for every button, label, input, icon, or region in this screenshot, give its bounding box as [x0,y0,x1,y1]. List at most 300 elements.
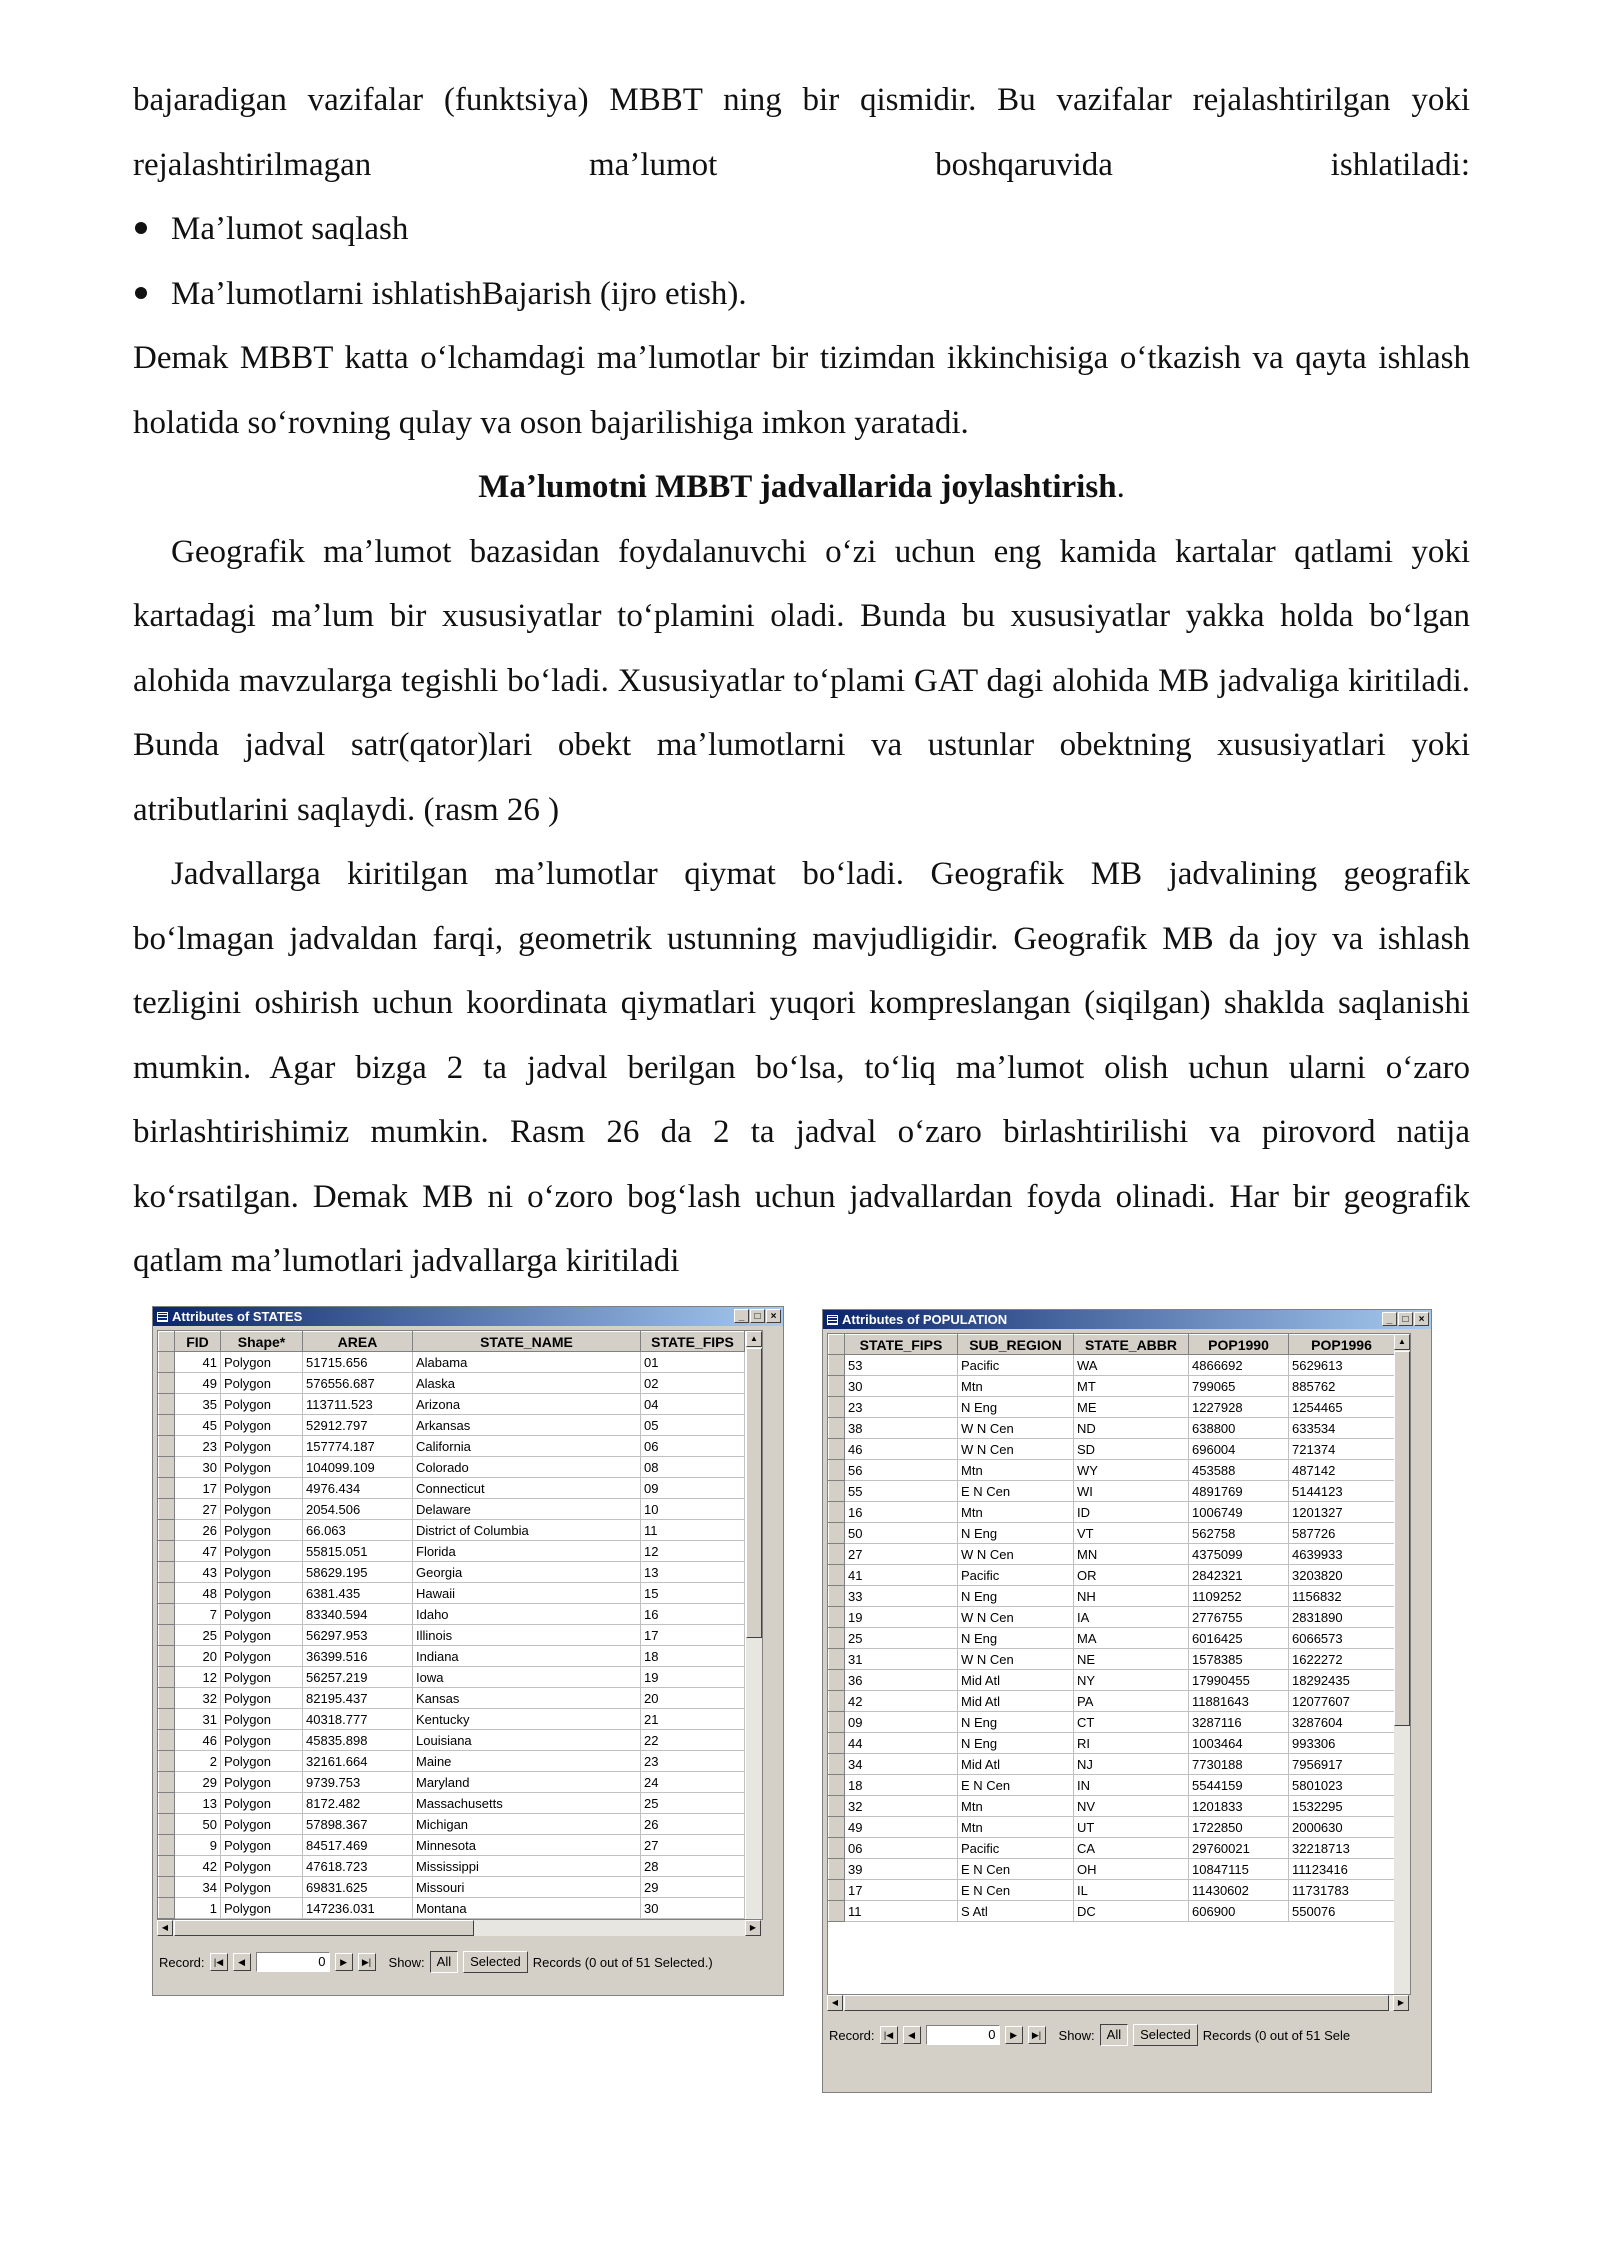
table-cell: 1003464 [1189,1733,1289,1754]
table-cell: 24 [641,1772,745,1793]
next-record-button[interactable]: ▶ [1005,2026,1023,2044]
last-record-button[interactable]: ▶| [1028,2026,1046,2044]
table-row[interactable] [159,1856,745,1877]
row-selector[interactable] [829,1523,845,1544]
table-cell: Pacific [958,1838,1074,1859]
table-cell: 22 [641,1730,745,1751]
table-cell: 9 [175,1835,221,1856]
row-selector[interactable] [829,1670,845,1691]
table-cell: 06 [845,1838,958,1859]
row-selector[interactable] [829,1544,845,1565]
table-row[interactable] [829,1481,1395,1502]
table-cell: 34 [175,1877,221,1898]
bullet-item: Maʼlumot saqlash [133,197,1470,262]
row-selector[interactable] [829,1460,845,1481]
table-cell: 46 [845,1439,958,1460]
column-header[interactable]: POP1990 [1189,1335,1289,1355]
table-row[interactable] [829,1376,1395,1397]
column-header[interactable]: SUB_REGION [958,1335,1074,1355]
table-row[interactable] [829,1712,1395,1733]
scroll-up-icon[interactable]: ▲ [1394,1334,1410,1350]
table-cell: 27 [845,1544,958,1565]
table-cell: E N Cen [958,1775,1074,1796]
row-selector[interactable] [159,1814,175,1835]
row-selector[interactable] [159,1667,175,1688]
table-cell: 1201833 [1189,1796,1289,1817]
table-cell: Pacific [958,1355,1074,1376]
table-cell: 11 [641,1520,745,1541]
table-row[interactable] [159,1646,745,1667]
table-row[interactable] [829,1859,1395,1880]
population-attribute-window [822,1309,1432,2093]
table-cell: W N Cen [958,1607,1074,1628]
table-row[interactable] [159,1751,745,1772]
close-button[interactable]: × [1414,1312,1429,1326]
table-cell: 2831890 [1289,1607,1395,1628]
table-cell: 51715.656 [303,1352,413,1373]
table-row[interactable] [159,1436,745,1457]
scroll-left-icon[interactable]: ◀ [827,1995,843,2011]
population-horizontal-scrollbar[interactable] [827,1995,1409,2011]
table-row[interactable] [159,1898,745,1919]
table-cell: Polygon [221,1373,303,1394]
table-cell: 31 [845,1649,958,1670]
table-cell: 47618.723 [303,1856,413,1877]
table-cell: CT [1074,1712,1189,1733]
row-selector[interactable] [159,1583,175,1604]
table-cell: Minnesota [413,1835,641,1856]
table-row[interactable] [159,1877,745,1898]
row-selector[interactable] [159,1457,175,1478]
population-vertical-scrollbar[interactable] [1394,1334,1410,1994]
table-cell: 45835.898 [303,1730,413,1751]
table-cell: 4976.434 [303,1478,413,1499]
row-selector[interactable] [829,1796,845,1817]
minimize-button[interactable]: _ [1382,1312,1397,1326]
table-cell: W N Cen [958,1649,1074,1670]
table-cell: 1006749 [1189,1502,1289,1523]
population-window-titlebar[interactable]: Attributes of POPULATION _ □ × [823,1310,1431,1329]
table-row[interactable] [829,1754,1395,1775]
table-cell: 09 [845,1712,958,1733]
row-selector[interactable] [159,1751,175,1772]
table-row[interactable] [159,1520,745,1541]
table-cell: 55815.051 [303,1541,413,1562]
table-cell: 3287116 [1189,1712,1289,1733]
population-record-bar [829,2024,1350,2046]
row-selector[interactable] [159,1562,175,1583]
table-cell: 12 [175,1667,221,1688]
row-selector[interactable] [829,1439,845,1460]
table-cell: W N Cen [958,1418,1074,1439]
table-cell: Polygon [221,1541,303,1562]
first-record-button[interactable]: |◀ [880,2026,898,2044]
table-row[interactable] [159,1709,745,1730]
show-label: Show: [388,1954,425,1970]
table-cell: 1201327 [1289,1502,1395,1523]
record-number-input[interactable]: 0 [256,1952,330,1972]
table-row[interactable] [159,1478,745,1499]
table-cell: Arkansas [413,1415,641,1436]
scroll-up-icon[interactable]: ▲ [746,1331,762,1347]
table-row[interactable] [159,1499,745,1520]
table-cell: 5801023 [1289,1775,1395,1796]
row-selector[interactable] [159,1835,175,1856]
column-header[interactable]: POP1996 [1289,1335,1395,1355]
table-cell: 6066573 [1289,1628,1395,1649]
record-label: Record: [159,1954,205,1970]
table-cell: 8172.482 [303,1793,413,1814]
table-cell: MA [1074,1628,1189,1649]
row-selector[interactable] [159,1646,175,1667]
last-record-button[interactable]: ▶| [358,1953,376,1971]
table-cell: 2842321 [1189,1565,1289,1586]
table-cell: 23 [845,1397,958,1418]
minimize-button[interactable]: _ [734,1309,749,1323]
table-cell: Mtn [958,1460,1074,1481]
scroll-thumb[interactable] [1394,1351,1410,1726]
table-row[interactable] [829,1418,1395,1439]
table-cell: Polygon [221,1646,303,1667]
table-row[interactable] [829,1838,1395,1859]
table-cell: 104099.109 [303,1457,413,1478]
row-selector[interactable] [829,1649,845,1670]
table-cell: Polygon [221,1352,303,1373]
table-row[interactable] [159,1772,745,1793]
table-cell: 4891769 [1189,1481,1289,1502]
table-cell: VT [1074,1523,1189,1544]
table-cell: 49 [175,1373,221,1394]
table-row[interactable] [159,1394,745,1415]
table-row[interactable] [829,1355,1395,1376]
next-record-button[interactable]: ▶ [335,1953,353,1971]
table-row[interactable] [159,1814,745,1835]
table-row[interactable] [829,1460,1395,1481]
table-cell: 38 [845,1418,958,1439]
states-window-titlebar[interactable]: Attributes of STATES _ □ × [153,1307,783,1326]
table-cell: 3287604 [1289,1712,1395,1733]
table-cell: N Eng [958,1523,1074,1544]
table-row[interactable] [829,1649,1395,1670]
row-selector[interactable] [829,1691,845,1712]
table-row[interactable] [159,1667,745,1688]
table-row[interactable] [159,1793,745,1814]
table-cell: 12077607 [1289,1691,1395,1712]
table-cell: 25 [175,1625,221,1646]
table-row[interactable] [829,1607,1395,1628]
table-row[interactable] [829,1901,1395,1922]
table-cell: 30 [175,1457,221,1478]
table-row[interactable] [829,1796,1395,1817]
table-row[interactable] [829,1544,1395,1565]
column-header[interactable]: STATE_FIPS [845,1335,958,1355]
table-cell: Montana [413,1898,641,1919]
table-cell: 7730188 [1189,1754,1289,1775]
column-header[interactable]: FID [175,1332,221,1352]
scroll-thumb[interactable] [746,1348,762,1638]
document-body [133,68,1470,1294]
scroll-thumb[interactable] [844,1995,1389,2011]
row-selector[interactable] [159,1709,175,1730]
row-selector[interactable] [829,1775,845,1796]
table-row[interactable] [159,1688,745,1709]
table-cell: 885762 [1289,1376,1395,1397]
row-selector[interactable] [159,1541,175,1562]
table-cell: 40318.777 [303,1709,413,1730]
row-selector[interactable] [159,1898,175,1919]
row-selector[interactable] [159,1499,175,1520]
table-cell: 46 [175,1730,221,1751]
table-row[interactable] [159,1730,745,1751]
row-selector[interactable] [159,1877,175,1898]
prev-record-button[interactable]: ◀ [903,2026,921,2044]
row-selector[interactable] [829,1880,845,1901]
row-selector[interactable] [159,1436,175,1457]
row-selector[interactable] [829,1376,845,1397]
table-cell: 1532295 [1289,1796,1395,1817]
maximize-button[interactable]: □ [1398,1312,1413,1326]
states-attribute-grid[interactable] [157,1330,763,1920]
row-selector[interactable] [159,1352,175,1373]
table-cell: ME [1074,1397,1189,1418]
table-cell: Polygon [221,1730,303,1751]
scroll-left-icon[interactable]: ◀ [157,1920,173,1936]
table-row[interactable] [159,1541,745,1562]
bullet-dot-icon [135,287,147,299]
table-cell: 36399.516 [303,1646,413,1667]
table-cell: 3203820 [1289,1565,1395,1586]
table-cell: Mississippi [413,1856,641,1877]
show-label: Show: [1058,2027,1095,2043]
row-selector[interactable] [159,1730,175,1751]
row-selector[interactable] [829,1586,845,1607]
table-cell: 18 [845,1775,958,1796]
table-cell: 33 [845,1586,958,1607]
column-header[interactable]: STATE_ABBR [1074,1335,1189,1355]
table-row[interactable] [829,1775,1395,1796]
column-header[interactable]: AREA [303,1332,413,1352]
column-header[interactable]: Shape* [221,1332,303,1352]
maximize-button[interactable]: □ [750,1309,765,1323]
row-selector[interactable] [159,1688,175,1709]
table-cell: Florida [413,1541,641,1562]
column-header[interactable]: STATE_NAME [413,1332,641,1352]
table-cell: 31 [175,1709,221,1730]
table-cell: 58629.195 [303,1562,413,1583]
row-selector[interactable] [159,1856,175,1877]
table-row[interactable] [829,1733,1395,1754]
table-row[interactable] [159,1457,745,1478]
table-cell: Polygon [221,1814,303,1835]
table-cell: 576556.687 [303,1373,413,1394]
table-cell: E N Cen [958,1859,1074,1880]
row-selector[interactable] [829,1397,845,1418]
table-cell: 993306 [1289,1733,1395,1754]
row-selector-header[interactable] [829,1335,845,1355]
row-selector[interactable] [159,1373,175,1394]
row-selector[interactable] [159,1772,175,1793]
table-row[interactable] [159,1352,745,1373]
table-row[interactable] [829,1439,1395,1460]
show-all-button[interactable]: All [430,1951,458,1973]
table-row[interactable] [159,1415,745,1436]
table-cell: 23 [175,1436,221,1457]
states-vertical-scrollbar[interactable] [746,1331,762,1919]
table-cell: 799065 [1189,1376,1289,1397]
table-cell: 5544159 [1189,1775,1289,1796]
table-cell: 17 [641,1625,745,1646]
table-cell: N Eng [958,1397,1074,1418]
row-selector[interactable] [159,1415,175,1436]
row-selector[interactable] [829,1859,845,1880]
table-row[interactable] [829,1523,1395,1544]
table-cell: 05 [641,1415,745,1436]
row-selector[interactable] [829,1754,845,1775]
row-selector[interactable] [829,1565,845,1586]
table-cell: Kansas [413,1688,641,1709]
table-row[interactable] [829,1586,1395,1607]
first-record-button[interactable]: |◀ [210,1953,228,1971]
table-row[interactable] [159,1835,745,1856]
table-row[interactable] [829,1628,1395,1649]
row-selector[interactable] [829,1712,845,1733]
row-selector[interactable] [159,1604,175,1625]
table-cell: Polygon [221,1877,303,1898]
row-selector[interactable] [159,1793,175,1814]
table-cell: Massachusetts [413,1793,641,1814]
record-label: Record: [829,2027,875,2043]
show-all-button[interactable]: All [1100,2024,1128,2046]
table-cell: NE [1074,1649,1189,1670]
table-row[interactable] [159,1373,745,1394]
table-cell: Polygon [221,1625,303,1646]
row-selector[interactable] [159,1625,175,1646]
table-row[interactable] [829,1817,1395,1838]
table-row[interactable] [829,1670,1395,1691]
scroll-thumb[interactable] [174,1920,474,1936]
prev-record-button[interactable]: ◀ [233,1953,251,1971]
table-cell: N Eng [958,1733,1074,1754]
row-selector-header[interactable] [159,1332,175,1352]
table-cell: Indiana [413,1646,641,1667]
table-cell: 638800 [1189,1418,1289,1439]
row-selector[interactable] [829,1418,845,1439]
table-cell: Polygon [221,1457,303,1478]
table-cell: 21 [641,1709,745,1730]
table-row[interactable] [159,1583,745,1604]
table-row[interactable] [159,1562,745,1583]
table-cell: CA [1074,1838,1189,1859]
table-cell: 56257.219 [303,1667,413,1688]
table-cell: Iowa [413,1667,641,1688]
table-cell: 25 [845,1628,958,1649]
row-selector[interactable] [829,1817,845,1838]
table-cell: Michigan [413,1814,641,1835]
row-selector[interactable] [159,1478,175,1499]
table-row[interactable] [829,1691,1395,1712]
row-selector[interactable] [829,1481,845,1502]
scroll-right-icon[interactable]: ▶ [745,1920,761,1936]
table-cell: E N Cen [958,1880,1074,1901]
table-cell: 82195.437 [303,1688,413,1709]
table-cell: 1578385 [1189,1649,1289,1670]
table-cell: 2000630 [1289,1817,1395,1838]
row-selector[interactable] [159,1520,175,1541]
table-cell: Mid Atl [958,1754,1074,1775]
table-cell: 17 [175,1478,221,1499]
table-cell: 19 [845,1607,958,1628]
row-selector[interactable] [829,1838,845,1859]
table-cell: Arizona [413,1394,641,1415]
table-cell: 4639933 [1289,1544,1395,1565]
table-cell: 4375099 [1189,1544,1289,1565]
table-cell: MN [1074,1544,1189,1565]
paragraph-3: Geografik maʼlumot bazasidan foydalanuvchi oʻzi uchun eng kamida kartalar qatlami yoki kartadagi maʼlum bir xususiyatlar toʻplamini oladi. Bunda bu xususiyatlar yakka holda boʻlgan alohida mavzularga tegishli boʻladi. Xususiyatlar toʻplami GAT dagi alohida MB jadvaliga kiritiladi. Bunda jadval satr(qator)lari obekt maʼlumotlarni va ustunlar obektning xususiyatlari yoki atributlarini saqlaydi. (rasm 26 ) [133,533,1470,828]
column-header[interactable]: STATE_FIPS [641,1332,745,1352]
table-cell: 2776755 [1189,1607,1289,1628]
close-button[interactable]: × [766,1309,781,1323]
bullet-dot-icon [135,222,147,234]
table-cell: Polygon [221,1520,303,1541]
table-cell: Idaho [413,1604,641,1625]
table-row[interactable] [829,1880,1395,1901]
states-horizontal-scrollbar[interactable] [157,1920,761,1936]
table-cell: 1156832 [1289,1586,1395,1607]
population-attribute-grid[interactable] [827,1333,1411,1995]
table-cell: 08 [641,1457,745,1478]
paragraph-2: Demak MBBT katta oʻlchamdagi maʼlumotlar bir tizimdan ikkinchisiga oʻtkazish va qayta ishlash holatida soʻrovning qulay va oson bajarilishiga imkon yaratadi. [133,340,1470,441]
table-cell: Polygon [221,1898,303,1919]
scroll-right-icon[interactable]: ▶ [1393,1995,1409,2011]
records-status: Records (0 out of 51 Sele [1202,2027,1351,2043]
show-selected-button[interactable]: Selected [463,1951,528,1973]
row-selector[interactable] [829,1502,845,1523]
table-cell: UT [1074,1817,1189,1838]
paragraph-4: Jadvallarga kiritilgan maʼlumotlar qiymat boʻladi. Geografik MB jadvalining geografik boʻlmagan jadvaldan farqi, geometrik ustunning mavjudligidir. Geografik MB da joy va ishlash tezligini oshirish uchun koordinata qiymatlari yuqori kompreslangan (siqilgan) shaklda saqlanishi mumkin. Agar bizga 2 ta jadval berilgan boʻlsa, toʻliq maʼlumot olish uchun ularni oʻzaro birlashtirishimiz mumkin. Rasm 26 da 2 ta jadval oʻzaro birlashtirilishi va pirovord natija koʻrsatilgan. Demak MB ni oʻzoro bogʻlash uchun jadvallardan foyda olinadi. Har bir geografik qatlam maʼlumotlari jadvallarga kiritiladi [133,856,1470,1279]
row-selector[interactable] [829,1607,845,1628]
table-cell: 09 [641,1478,745,1499]
table-row[interactable] [159,1625,745,1646]
table-cell: Polygon [221,1583,303,1604]
row-selector[interactable] [829,1628,845,1649]
record-number-input[interactable]: 0 [926,2025,1000,2045]
table-cell: 4866692 [1189,1355,1289,1376]
table-cell: IN [1074,1775,1189,1796]
records-status: Records (0 out of 51 Selected.) [532,1954,713,1970]
table-cell: 32218713 [1289,1838,1395,1859]
show-selected-button[interactable]: Selected [1133,2024,1198,2046]
table-row[interactable] [159,1604,745,1625]
row-selector[interactable] [829,1901,845,1922]
table-row[interactable] [829,1502,1395,1523]
table-row[interactable] [829,1397,1395,1418]
table-cell: 29 [641,1877,745,1898]
table-cell: 32161.664 [303,1751,413,1772]
table-cell: 2 [175,1751,221,1772]
row-selector[interactable] [829,1733,845,1754]
table-cell: OH [1074,1859,1189,1880]
table-cell: 26 [175,1520,221,1541]
table-cell: California [413,1436,641,1457]
table-cell: Hawaii [413,1583,641,1604]
row-selector[interactable] [159,1394,175,1415]
table-cell: Polygon [221,1835,303,1856]
row-selector[interactable] [829,1355,845,1376]
table-cell: 50 [175,1814,221,1835]
table-cell: 57898.367 [303,1814,413,1835]
table-cell: Polygon [221,1793,303,1814]
table-row[interactable] [829,1565,1395,1586]
